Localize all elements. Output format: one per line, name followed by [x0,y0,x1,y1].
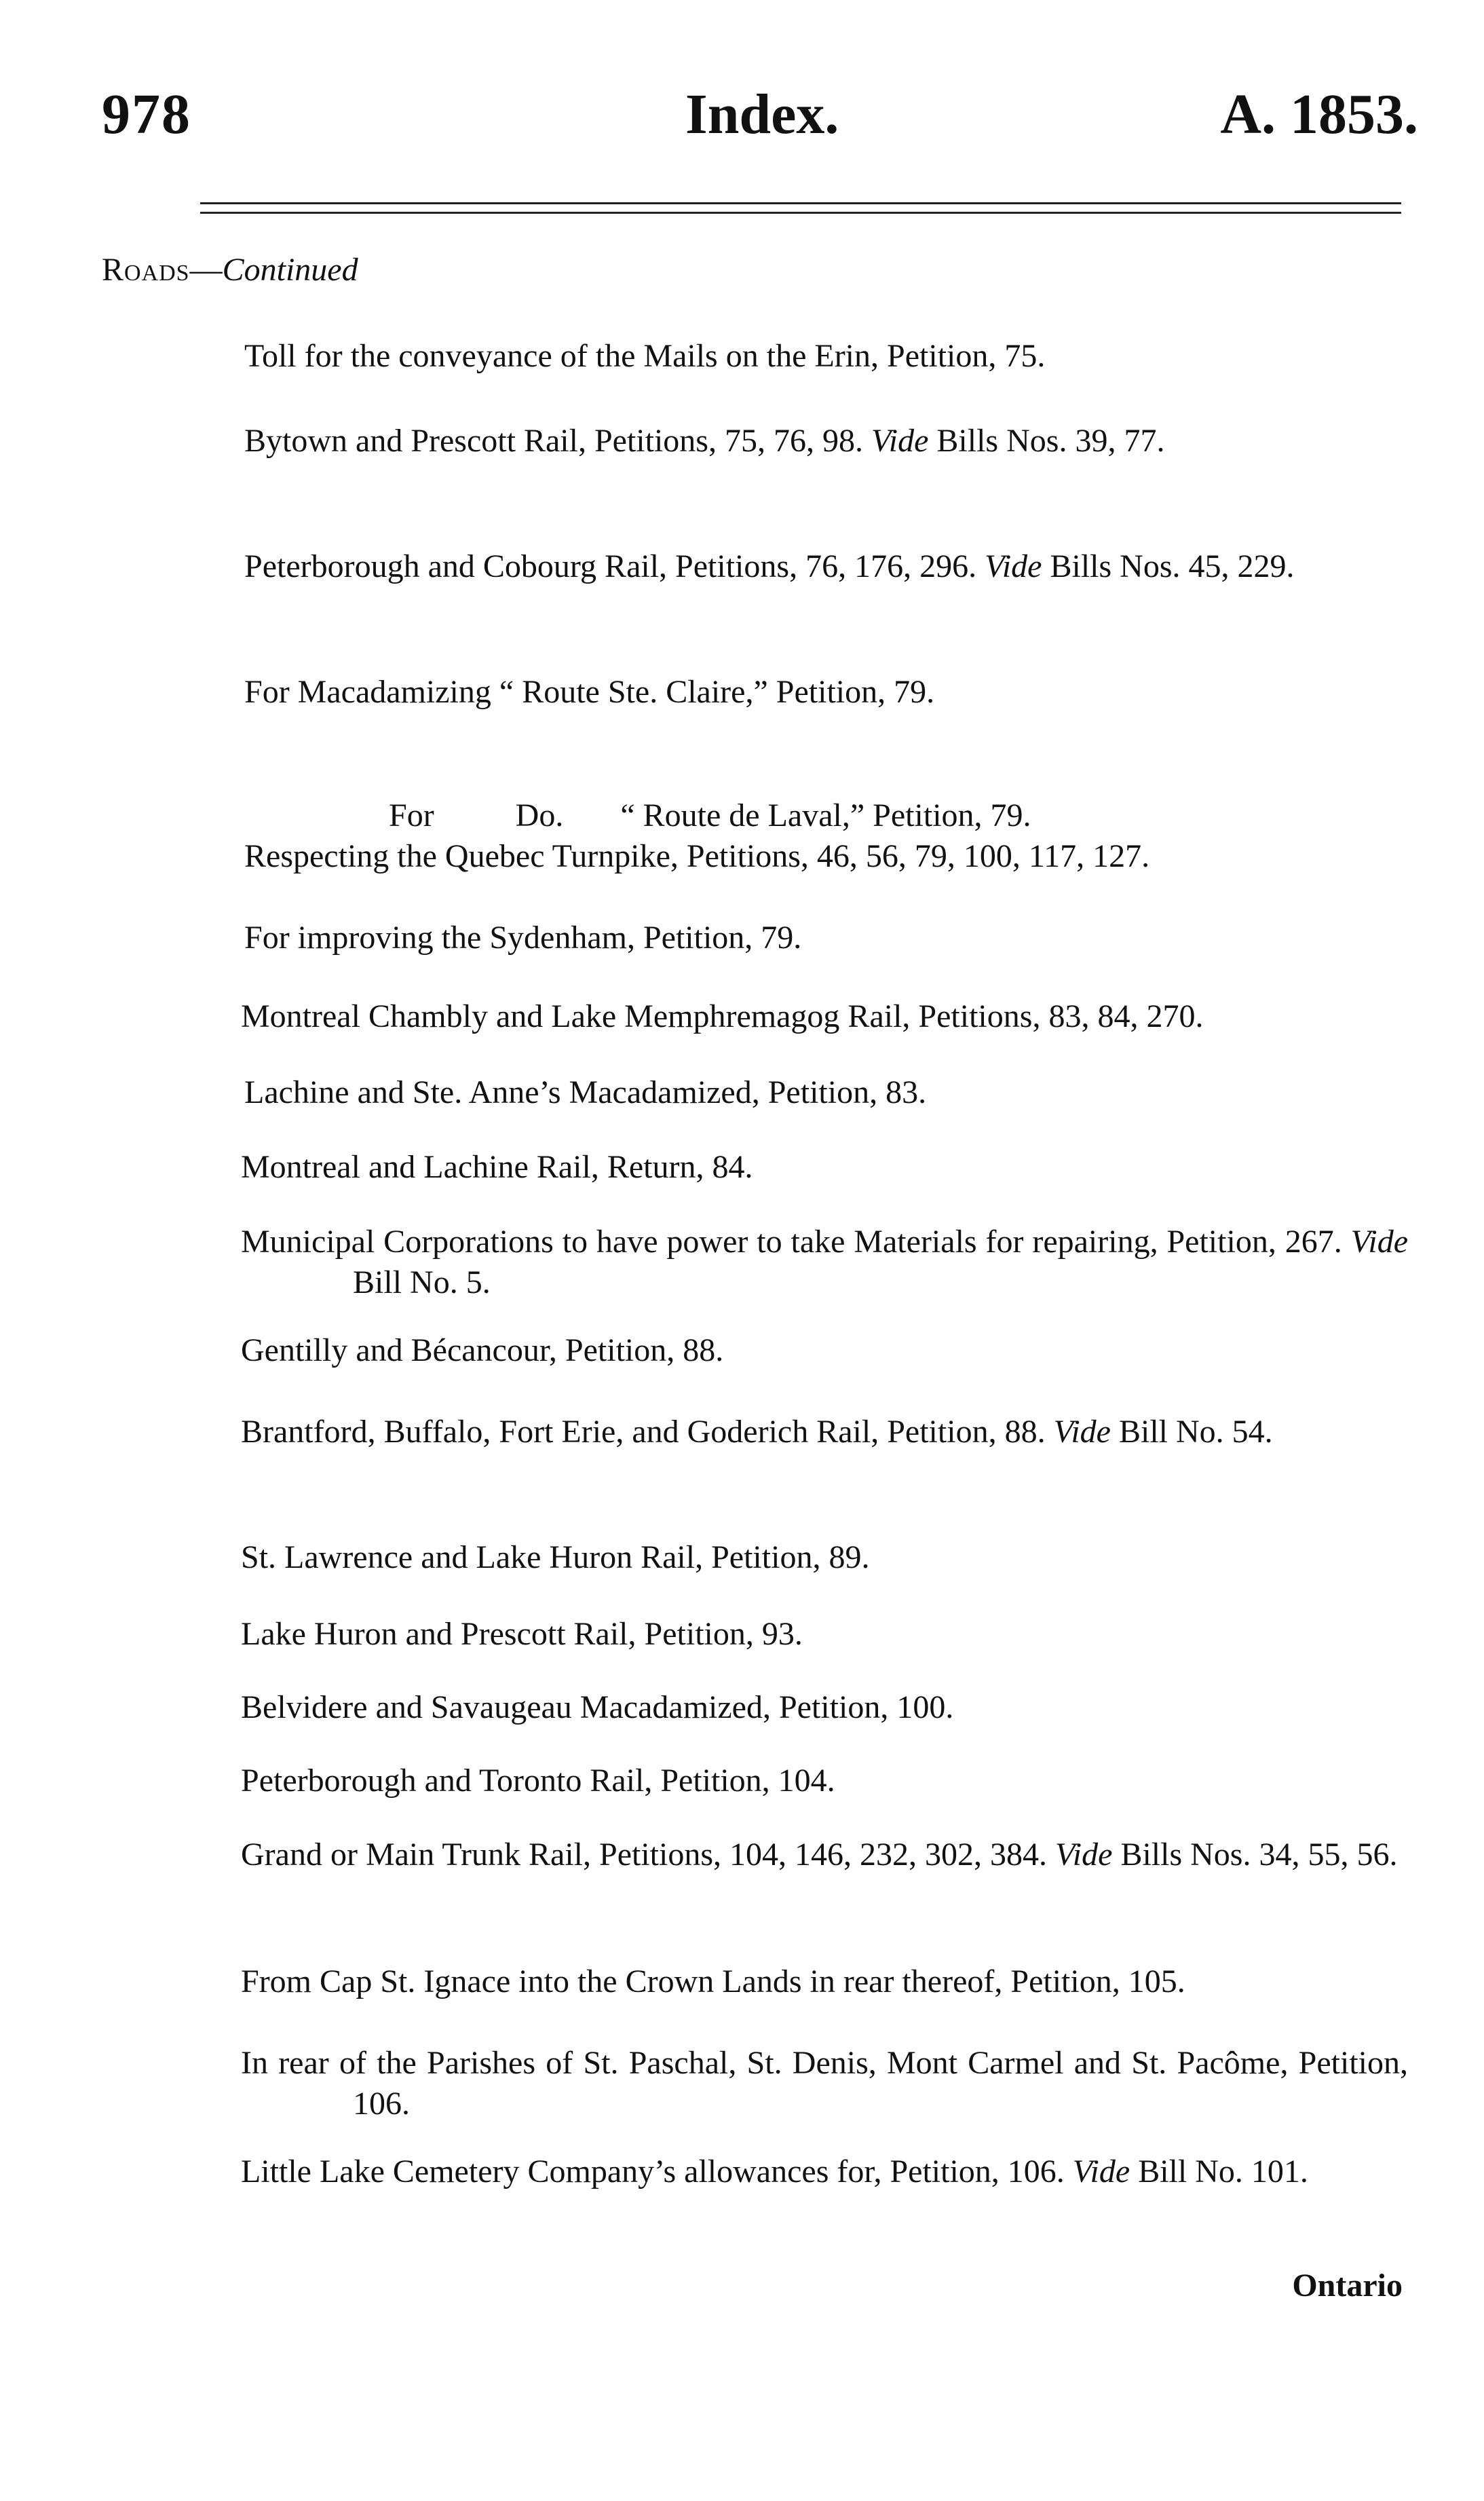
section-continued: Continued [222,252,358,288]
index-entry: Brantford, Buffalo, Fort Erie, and Goderich Rail, Petition, 88. Vide Bill No. 54. [241,1414,1273,1450]
header-year: A. 1853. [1220,83,1418,146]
page-title: Index. [685,83,839,146]
index-entry: In rear of the Parishes of St. Paschal, St. Denis, Mont Carmel and St. Pacôme, Petition, 106. [241,2045,1408,2122]
index-entry: For Do. “ Route de Laval,” Petition, 79. [389,797,1031,833]
header-rule-top [200,202,1401,204]
section-name: Roads [102,252,190,288]
index-entry: Belvidere and Savaugeau Macadamized, Petition, 100. [241,1689,954,1725]
index-entry: For improving the Sydenham, Petition, 79. [244,920,802,956]
section-heading: Roads—Continued [102,252,358,288]
running-header [102,81,1418,156]
index-entry: Lachine and Ste. Anne’s Macadamized, Petition, 83. [244,1074,927,1110]
index-entry: Montreal Chambly and Lake Memphremagog Rail, Petitions, 83, 84, 270. [241,998,1204,1034]
index-entry: Grand or Main Trunk Rail, Petitions, 104, 146, 232, 302, 384. Vide Bills Nos. 34, 55, 56. [241,1837,1398,1873]
index-entry: From Cap St. Ignace into the Crown Lands in rear thereof, Petition, 105. [241,1963,1185,1999]
index-entry: Peterborough and Cobourg Rail, Petitions, 76, 176, 296. Vide Bills Nos. 45, 229. [244,548,1295,584]
index-entry: Toll for the conveyance of the Mails on the Erin, Petition, 75. [244,338,1046,374]
index-entry: Little Lake Cemetery Company’s allowances for, Petition, 106. Vide Bill No. 101. [241,2154,1308,2189]
index-entry: Lake Huron and Prescott Rail, Petition, 93. [241,1616,803,1652]
index-entry: Respecting the Quebec Turnpike, Petitions, 46, 56, 79, 100, 117, 127. [244,838,1150,874]
header-rule-bottom [200,212,1401,214]
index-entry: Gentilly and Bécancour, Petition, 88. [241,1332,724,1368]
index-entry: Municipal Corporations to have power to take Materials for repairing, Petition, 267. Vide Bill No. 5. [241,1224,1408,1300]
page-number: 978 [102,83,191,146]
index-entry: For Macadamizing “ Route Ste. Claire,” Petition, 79. [244,674,935,710]
catchword: Ontario [1292,2268,1403,2303]
index-entry: Peterborough and Toronto Rail, Petition, 104. [241,1763,835,1799]
index-entry: St. Lawrence and Lake Huron Rail, Petition, 89. [241,1539,870,1575]
index-entry: Bytown and Prescott Rail, Petitions, 75, 76, 98. Vide Bills Nos. 39, 77. [244,423,1165,459]
index-entry: Montreal and Lachine Rail, Return, 84. [241,1149,753,1185]
